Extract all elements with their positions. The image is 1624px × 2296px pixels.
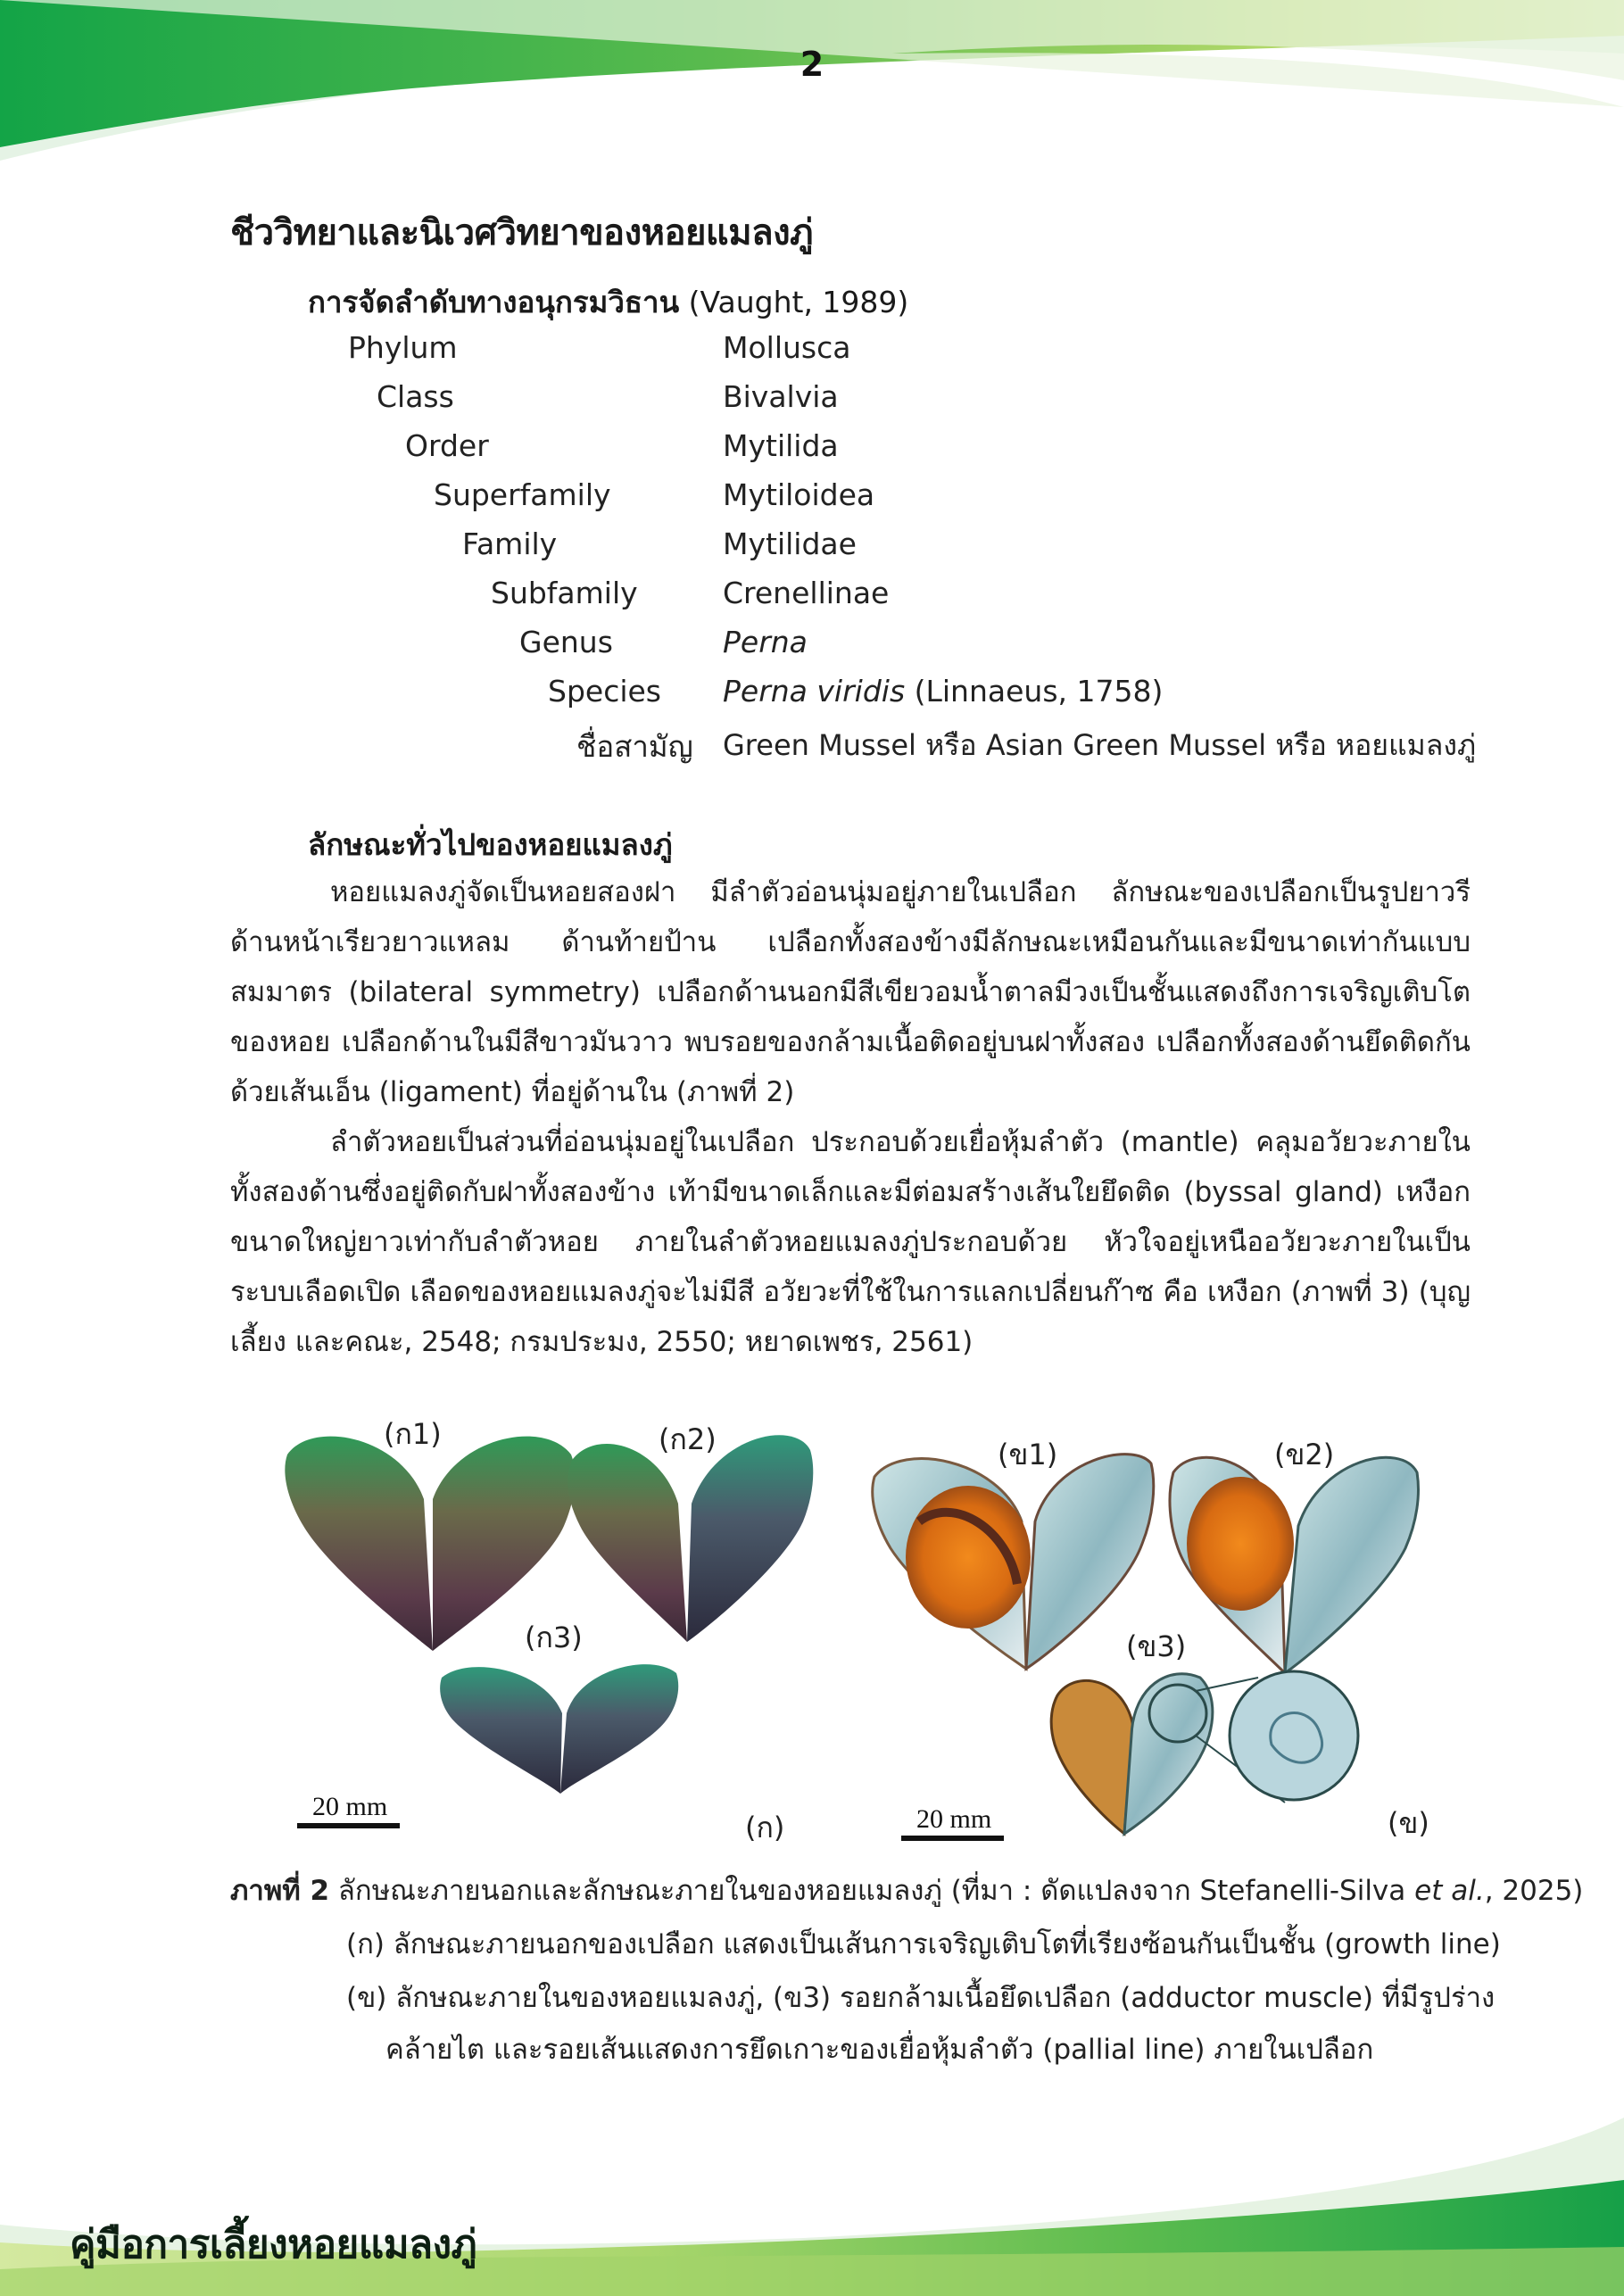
taxonomy-heading-ref: (Vaught, 1989) xyxy=(679,285,909,319)
paragraph xyxy=(230,1117,1471,1367)
caption-line-kh: (ข) ลักษณะภายในของหอยแมลงภู่, (ข3) รอยกล้ามเนื้อยึดเปลือก (adductor muscle) ที่มีรูปร่าง xyxy=(346,1982,1496,2014)
caption-text-end: , 2025) xyxy=(1484,1875,1584,1907)
paragraph-text: หอยแมลงภู่จัดเป็นหอยสองฝา มีลำตัวอ่อนนุ่มอยู่ภายในเปลือก ลักษณะของเปลือกเป็นรูปยาวรี ด้านหน้าเรียวยาวแหลม ด้านท้ายป้าน เปลือกทั้งสองข้างมีลักษณะเหมือนกันและมีขนาดเท่ากันแบบสมมาตร (bilateral symmetry) เปลือกด้านนอกมีสีเขียวอมน้ำตาลมีวงเป็นชั้นแสดงถึงการเจริญเติบโตของหอย เปลือกด้านในมีสีขาวมันวาว พบรอยของกล้ามเนื้อติดอยู่บนฝาทั้งสอง เปลือกทั้งสองด้านยึดติดกันด้วยเส้นเอ็น (ligament) ที่อยู่ด้านใน (ภาพที่ 2) xyxy=(230,876,1471,1108)
shell-k2-right xyxy=(687,1435,813,1642)
shell-kh3-left xyxy=(1051,1680,1133,1834)
section-title: ชีววิทยาและนิเวศวิทยาของหอยแมลงภู่ xyxy=(230,212,813,253)
taxonomy-value: Mytilidae xyxy=(723,526,857,561)
taxonomy-value: Bivalvia xyxy=(723,379,839,414)
zoom-circle xyxy=(1230,1671,1358,1800)
taxonomy-value: Green Mussel หรือ Asian Green Mussel หรือ หอยแมลงภู่ xyxy=(723,728,1477,762)
taxonomy-rank: ชื่อสามัญ xyxy=(576,729,693,764)
general-heading: ลักษณะทั่วไปของหอยแมลงภู่ xyxy=(308,827,673,862)
figure-label-k1: (ก1) xyxy=(384,1417,442,1451)
taxonomy-value: Mytiloidea xyxy=(723,477,875,512)
scale-label-right: 20 mm xyxy=(916,1804,992,1834)
taxonomy-rank: Subfamily xyxy=(491,576,638,610)
shell-k1-left xyxy=(285,1437,433,1651)
figure-label-k3: (ก3) xyxy=(525,1620,583,1654)
species-authority: (Linnaeus, 1758) xyxy=(905,674,1164,709)
taxonomy-rank: Order xyxy=(405,428,489,463)
taxonomy-rank: Genus xyxy=(519,625,613,659)
figure-caption xyxy=(230,1868,1583,1912)
taxonomy-value: Mollusca xyxy=(723,330,851,365)
figure-label-kh: (ข) xyxy=(1388,1806,1429,1840)
figure-label-kh2: (ข2) xyxy=(1274,1438,1335,1471)
taxonomy-value: Crenellinae xyxy=(723,576,890,610)
figure-label-k: (ก) xyxy=(745,1811,785,1844)
shell-kh2-right xyxy=(1285,1457,1418,1673)
shell-k2-left xyxy=(568,1444,687,1642)
taxonomy-rank: Class xyxy=(377,379,454,414)
figure-label-kh1: (ข1) xyxy=(998,1438,1058,1471)
figure-label-k2: (ก2) xyxy=(659,1422,717,1456)
taxonomy-value: Mytilida xyxy=(723,428,839,463)
taxonomy-rank: Phylum xyxy=(348,330,458,365)
taxonomy-value xyxy=(723,674,1163,709)
scale-bar-right xyxy=(901,1836,1004,1841)
taxonomy-heading-label: การจัดลำดับทางอนุกรมวิธาน xyxy=(308,285,680,319)
footer-title: คู่มือการเลี้ยงหอยแมลงภู่ xyxy=(70,2222,477,2267)
species-name: Perna viridis xyxy=(723,674,906,709)
figure-label-kh3: (ข3) xyxy=(1126,1629,1187,1663)
taxonomy-heading xyxy=(308,278,908,326)
scale-label-left: 20 mm xyxy=(312,1792,388,1821)
taxonomy-value: Perna xyxy=(723,625,808,659)
caption-label: ภาพที่ 2 xyxy=(230,1875,330,1907)
caption-line-k: (ก) ลักษณะภายนอกของเปลือก แสดงเป็นเส้นการเจริญเติบโตที่เรียงซ้อนกันเป็นชั้น (growth line) xyxy=(346,1928,1501,1960)
header-banner xyxy=(0,0,1624,178)
shell-k3-right xyxy=(560,1664,678,1794)
taxonomy-rank: Family xyxy=(462,526,558,561)
page-number: 2 xyxy=(800,45,824,84)
taxonomy-rank: Species xyxy=(548,674,662,709)
shell-external-images xyxy=(277,1419,830,1794)
paragraph xyxy=(230,867,1471,1117)
shell-kh3-right xyxy=(1124,1674,1213,1834)
flesh-kh2 xyxy=(1187,1477,1294,1611)
shell-k3-left xyxy=(440,1667,562,1794)
caption-italic: et al. xyxy=(1414,1875,1485,1907)
taxonomy-rank: Superfamily xyxy=(434,477,611,512)
caption-line-kh-cont: คล้ายไต และรอยเส้นแสดงการยึดเกาะของเยื่อหุ้มลำตัว (pallial line) ภายในเปลือก xyxy=(385,2034,1374,2066)
paragraph-text: ลำตัวหอยเป็นส่วนที่อ่อนนุ่มอยู่ในเปลือก ประกอบด้วยเยื่อหุ้มลำตัว (mantle) คลุมอวัยวะภายในทั้งสองด้านซึ่งอยู่ติดกับฝาทั้งสองข้าง เท้ามีขนาดเล็กและมีต่อมสร้างเส้นใยยึดติด (byssal gland) เหงือกขนาดใหญ่ยาวเท่ากับลำตัวหอย ภายในลำตัวหอยแมลงภู่ประกอบด้วย หัวใจอยู่เหนืออวัยวะภายในเป็นระบบเลือดเปิด เลือดของหอยแมลงภู่จะไม่มีสี อวัยวะที่ใช้ในการแลกเปลี่ยนก๊าซ คือ เหงือก (ภาพที่ 3) (บุญเลี้ยง และคณะ, 2548; กรมประมง, 2550; หยาดเพชร, 2561) xyxy=(230,1126,1471,1358)
scale-bar-left xyxy=(297,1823,400,1828)
caption-text: ลักษณะภายนอกและลักษณะภายในของหอยแมลงภู่ (ที่มา : ดัดแปลงจาก Stefanelli-Silva xyxy=(329,1875,1415,1907)
